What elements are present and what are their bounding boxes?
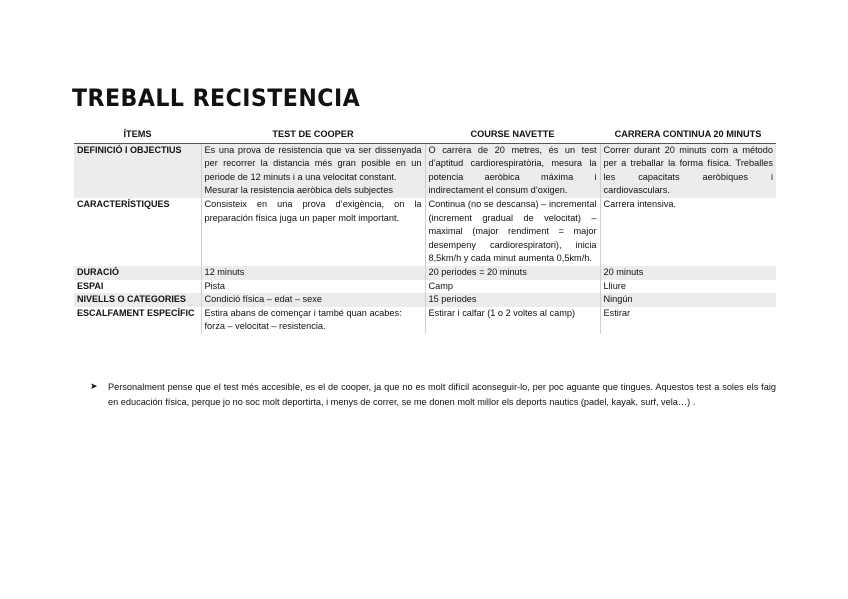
table-row-caracteristiques: [74, 198, 776, 266]
cell-text: Continua (no se descansa) – incremental (increment gradual de velocitat) – maximal (major rendiment = major desempeny cardiorespiratori), inicia 8,5km/h y cada minut aumenta 0,5km/h.: [428, 198, 597, 264]
table-cell: 20 minuts: [600, 266, 776, 280]
header-items: ÍTEMS: [74, 127, 201, 143]
table-row-nivells: [74, 293, 776, 307]
opinion-text: Personalment pense que el test més accesible, es el de cooper, ja que no es molt difícil aconseguir-lo, per poc aguante que tingues. Aquestos test a soles els faig en educación física, perque jo no soc molt deportirta, i menys de correr, se me donen molt millor els deports nautics (padel, kayak, surf, vela…) .: [108, 382, 776, 408]
cell-text: Carrera intensiva.: [603, 198, 677, 209]
header-carrera-continua: CARRERA CONTINUA 20 MINUTS: [600, 127, 776, 143]
table-row-duracio: [74, 266, 776, 280]
table-cell: Condició física – edat – sexe: [201, 293, 425, 307]
table-cell: [425, 143, 600, 198]
table-cell: Estirar i calfar (1 o 2 voltes al camp): [425, 307, 600, 334]
opinion-paragraph: [90, 380, 776, 411]
page-title: TREBALL RECISTENCIA: [72, 84, 361, 112]
cell-text: O carrera de 20 metres, és un test d’aptitud cardiorespiratòria, mesura la potencia aeròbica máxima i indirectament el consum d’oxigen.: [428, 144, 597, 196]
table-cell: 15 periodes: [425, 293, 600, 307]
table-cell: Lliure: [600, 280, 776, 294]
row-label: ESCALFAMENT ESPECÍFIC: [77, 307, 195, 318]
table-cell: Estirar: [600, 307, 776, 334]
table-cell: 20 periodes = 20 minuts: [425, 266, 600, 280]
table-cell: Pista: [201, 280, 425, 294]
table-cell: [600, 198, 776, 266]
table-cell: Camp: [425, 280, 600, 294]
table-cell: [425, 198, 600, 266]
table-row-espai: [74, 280, 776, 294]
table-cell: 12 minuts: [201, 266, 425, 280]
table-header-row: [74, 127, 776, 143]
comparison-table: [74, 127, 776, 334]
header-course-navette: COURSE NAVETTE: [425, 127, 600, 143]
cell-extra-text: Mesurar la resistencia aeròbica dels subjectes: [204, 185, 393, 196]
cell-text: Es una prova de resistencia que va ser dissenyada per recorrer la distancia més gran posible en un periode de 12 minuts i a una velocitat constant.: [204, 144, 422, 182]
row-label: ESPAI: [77, 280, 104, 291]
table-row-definicio: [74, 143, 776, 198]
table-cell: [600, 143, 776, 198]
table-cell: [201, 143, 425, 198]
header-cooper: TEST DE COOPER: [201, 127, 425, 143]
row-label: DURACIÓ: [74, 266, 201, 280]
table-cell: [201, 198, 425, 266]
table-cell: Ningún: [600, 293, 776, 307]
row-label: CARACTERÍSTIQUES: [77, 198, 170, 209]
table-row-escalfament: [74, 307, 776, 334]
row-label: NIVELLS O CATEGORIES: [74, 293, 201, 307]
arrow-bullet-icon: ➤: [90, 382, 98, 392]
cell-text: Correr durant 20 minuts com a método per a treballar la forma física. Treballes les capacitats aeròbiques i cardiovasculars.: [603, 144, 773, 196]
table-cell: Estira abans de començar i també quan acabes: forza – velocitat – resistencia.: [201, 307, 425, 334]
row-label: DEFINICIÓ I OBJECTIUS: [74, 143, 201, 198]
cell-text: Consisteix en una prova d’exigència, on la preparación física juga un paper molt important.: [204, 198, 422, 223]
